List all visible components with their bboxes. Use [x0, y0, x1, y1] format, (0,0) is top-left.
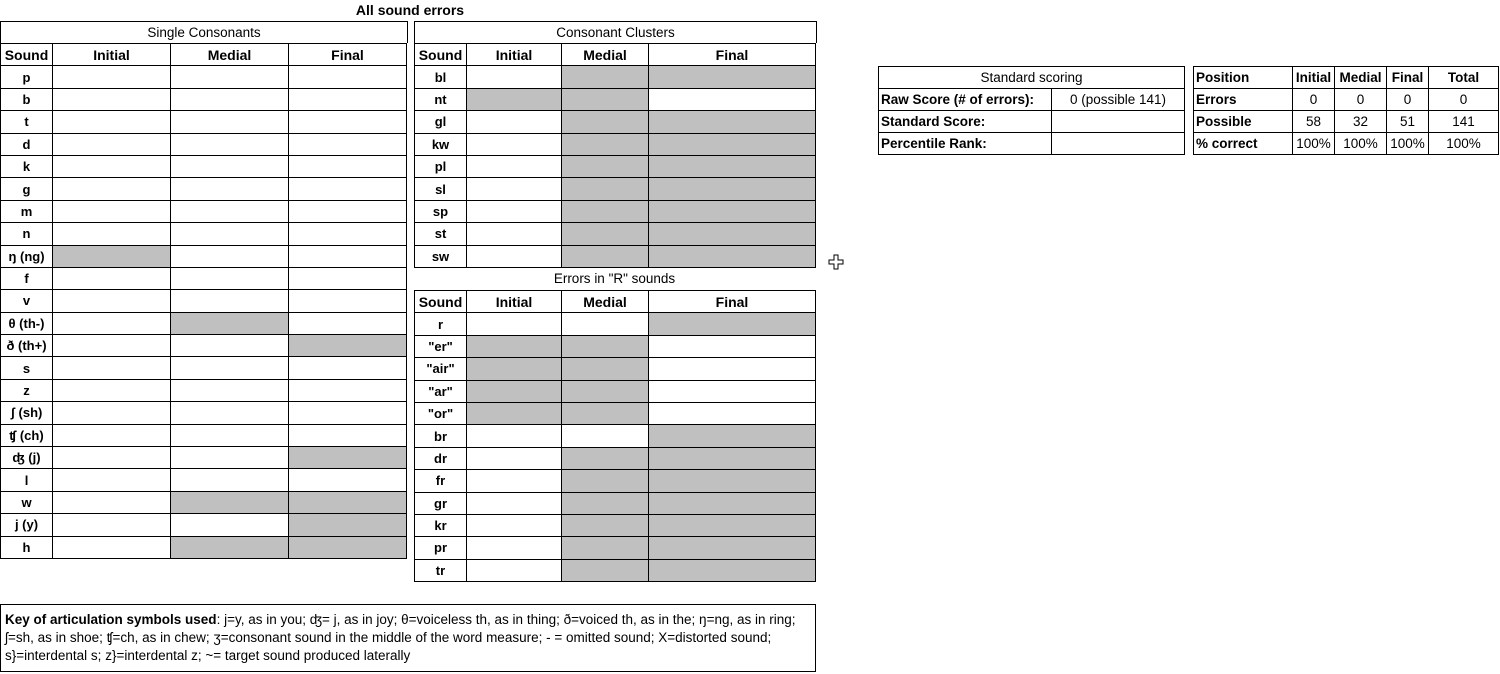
- sound-label: kw: [415, 133, 467, 155]
- sound-label: kr: [415, 514, 467, 536]
- final-cell-disabled: [649, 492, 816, 514]
- initial-cell[interactable]: [53, 357, 171, 379]
- table-row: [1, 491, 407, 513]
- final-cell-disabled: [649, 66, 816, 88]
- row-label: Errors: [1194, 89, 1293, 111]
- final-cell-disabled: [649, 470, 816, 492]
- initial-cell[interactable]: [467, 514, 562, 536]
- medial-cell[interactable]: [562, 313, 649, 335]
- initial-cell[interactable]: [467, 200, 562, 222]
- initial-cell[interactable]: [53, 379, 171, 401]
- sound-label: pr: [415, 537, 467, 559]
- final-cell-disabled: [649, 223, 816, 245]
- header-initial: Initial: [53, 44, 171, 66]
- cell-value[interactable]: 58: [1293, 111, 1335, 133]
- cell-value[interactable]: 100%: [1429, 133, 1499, 155]
- final-cell[interactable]: [289, 66, 407, 88]
- table-row: [1, 133, 407, 155]
- medial-cell-disabled: [171, 491, 289, 513]
- sound-label: "ar": [415, 380, 467, 402]
- sound-label: p: [1, 66, 53, 88]
- sound-label: l: [1, 469, 53, 491]
- final-cell-disabled: [649, 313, 816, 335]
- sound-label: nt: [415, 88, 467, 110]
- initial-cell[interactable]: [53, 223, 171, 245]
- medial-cell[interactable]: [171, 88, 289, 110]
- final-cell-disabled: [649, 111, 816, 133]
- medial-cell-disabled: [562, 66, 649, 88]
- header-medial: Medial: [171, 44, 289, 66]
- initial-cell-disabled: [467, 335, 562, 357]
- table-row: [415, 380, 816, 402]
- medial-cell-disabled: [562, 88, 649, 110]
- table-header-row: [415, 44, 816, 66]
- table-header-row: [1, 44, 407, 66]
- header-sound: Sound: [415, 291, 467, 313]
- sound-label: ʃ (sh): [1, 402, 53, 424]
- medial-cell[interactable]: [171, 379, 289, 401]
- header-final: Final: [649, 291, 816, 313]
- table-row: [1, 379, 407, 401]
- cross-cursor-icon: [828, 254, 844, 270]
- header-initial: Initial: [1293, 67, 1335, 89]
- cell-value[interactable]: 0: [1335, 89, 1387, 111]
- final-cell-disabled: [649, 514, 816, 536]
- sound-label: ð (th+): [1, 335, 53, 357]
- sound-label: sp: [415, 200, 467, 222]
- page-title: All sound errors: [355, 2, 465, 18]
- table-row: [1, 312, 407, 334]
- raw-score-value[interactable]: 0 (possible 141): [1052, 89, 1185, 111]
- medial-cell[interactable]: [171, 469, 289, 491]
- cell-value[interactable]: 100%: [1335, 133, 1387, 155]
- final-cell[interactable]: [289, 402, 407, 424]
- final-cell[interactable]: [289, 200, 407, 222]
- row-label: Possible: [1194, 111, 1293, 133]
- header-total: Total: [1429, 67, 1499, 89]
- cell-value[interactable]: 100%: [1293, 133, 1335, 155]
- medial-cell[interactable]: [171, 335, 289, 357]
- initial-cell[interactable]: [467, 178, 562, 200]
- sound-label: pl: [415, 155, 467, 177]
- table-row: [415, 313, 816, 335]
- table-row: [415, 514, 816, 536]
- cell-value[interactable]: 32: [1335, 111, 1387, 133]
- table-row: [415, 88, 816, 110]
- sound-label: s: [1, 357, 53, 379]
- medial-cell[interactable]: [171, 223, 289, 245]
- initial-cell[interactable]: [53, 66, 171, 88]
- key-text: : j=y, as in you; ʤ= j, as in joy; θ=voiceless th, as in thing; ð=voiced th, as in the; ŋ=ng, as in ring; ʃ=sh, as in shoe; ʧ=ch, as in chew; ʒ=consonant sound in the middle of the word measure; - = omitted sound; X=distorted sound; s}=interdental s; z}=interdental z; ~= target sound produced laterally: [5, 612, 796, 663]
- position-summary-table: [1193, 66, 1499, 155]
- percentile-rank-value[interactable]: [1052, 133, 1185, 155]
- consonant-clusters-table: [414, 43, 816, 268]
- medial-cell[interactable]: [171, 424, 289, 446]
- sound-label: gr: [415, 492, 467, 514]
- sound-label: n: [1, 223, 53, 245]
- final-cell-disabled: [649, 178, 816, 200]
- medial-cell[interactable]: [171, 447, 289, 469]
- table-row: [1194, 89, 1499, 111]
- initial-cell[interactable]: [467, 111, 562, 133]
- medial-cell[interactable]: [171, 245, 289, 267]
- table-row: [415, 447, 816, 469]
- sound-label: ʤ (j): [1, 447, 53, 469]
- table-row: [1, 290, 407, 312]
- final-cell[interactable]: [289, 133, 407, 155]
- row-label: % correct: [1194, 133, 1293, 155]
- sound-label: w: [1, 491, 53, 513]
- sound-label: sl: [415, 178, 467, 200]
- final-cell[interactable]: [289, 424, 407, 446]
- articulation-key: [0, 604, 816, 672]
- medial-cell[interactable]: [171, 155, 289, 177]
- table-row: [415, 245, 816, 267]
- standard-score-value[interactable]: [1052, 111, 1185, 133]
- table-row: [415, 425, 816, 447]
- sound-label: st: [415, 223, 467, 245]
- sound-label: sw: [415, 245, 467, 267]
- final-cell[interactable]: [289, 290, 407, 312]
- table-row: [1, 424, 407, 446]
- medial-cell-disabled: [562, 492, 649, 514]
- table-row: [415, 223, 816, 245]
- cell-value[interactable]: 0: [1293, 89, 1335, 111]
- initial-cell[interactable]: [467, 313, 562, 335]
- final-cell[interactable]: [289, 267, 407, 289]
- table-row: [415, 537, 816, 559]
- medial-cell-disabled: [562, 200, 649, 222]
- standard-scoring-caption: Standard scoring: [879, 67, 1185, 89]
- initial-cell[interactable]: [53, 402, 171, 424]
- header-medial: Medial: [1335, 67, 1387, 89]
- sound-label: fr: [415, 470, 467, 492]
- table-row: [1, 469, 407, 491]
- initial-cell[interactable]: [53, 155, 171, 177]
- medial-cell[interactable]: [171, 200, 289, 222]
- final-cell[interactable]: [289, 178, 407, 200]
- table-row: [1194, 133, 1499, 155]
- final-cell[interactable]: [289, 379, 407, 401]
- initial-cell[interactable]: [53, 88, 171, 110]
- medial-cell-disabled: [562, 335, 649, 357]
- table-row: [1, 514, 407, 536]
- table-row: [1, 447, 407, 469]
- final-cell-disabled: [649, 155, 816, 177]
- table-row: [1, 88, 407, 110]
- final-cell-disabled: [289, 491, 407, 513]
- initial-cell[interactable]: [467, 425, 562, 447]
- initial-cell-disabled: [467, 358, 562, 380]
- final-cell-disabled: [649, 200, 816, 222]
- medial-cell-disabled: [562, 223, 649, 245]
- sound-label: br: [415, 425, 467, 447]
- table-row: [415, 358, 816, 380]
- medial-cell[interactable]: [562, 425, 649, 447]
- table-row: [1, 111, 407, 133]
- consonant-clusters-caption: Consonant Clusters: [414, 21, 817, 43]
- sound-label: v: [1, 290, 53, 312]
- header-medial: Medial: [562, 291, 649, 313]
- medial-cell-disabled: [562, 155, 649, 177]
- initial-cell[interactable]: [467, 155, 562, 177]
- initial-cell-disabled: [467, 380, 562, 402]
- header-position: Position: [1194, 67, 1293, 89]
- sound-label: b: [1, 88, 53, 110]
- header-sound: Sound: [1, 44, 53, 66]
- initial-cell[interactable]: [53, 290, 171, 312]
- sound-label: tr: [415, 559, 467, 581]
- table-row: [1, 155, 407, 177]
- final-cell[interactable]: [289, 312, 407, 334]
- table-row: [415, 133, 816, 155]
- initial-cell[interactable]: [53, 491, 171, 513]
- sound-label: bl: [415, 66, 467, 88]
- medial-cell[interactable]: [171, 357, 289, 379]
- initial-cell[interactable]: [467, 245, 562, 267]
- initial-cell[interactable]: [467, 223, 562, 245]
- sound-label: ʧ (ch): [1, 424, 53, 446]
- table-header-row: [1194, 67, 1499, 89]
- medial-cell[interactable]: [171, 66, 289, 88]
- initial-cell[interactable]: [53, 469, 171, 491]
- header-final: Final: [1387, 67, 1429, 89]
- r-sounds-caption: Errors in "R" sounds: [553, 271, 676, 286]
- table-row: [1, 223, 407, 245]
- table-row: [1194, 111, 1499, 133]
- initial-cell[interactable]: [467, 537, 562, 559]
- initial-cell[interactable]: [467, 470, 562, 492]
- table-row: [1, 178, 407, 200]
- table-row: [415, 200, 816, 222]
- medial-cell-disabled: [562, 514, 649, 536]
- header-final: Final: [289, 44, 407, 66]
- r-sounds-table: [414, 290, 816, 582]
- header-final: Final: [649, 44, 816, 66]
- initial-cell-disabled: [467, 88, 562, 110]
- table-row: [1, 245, 407, 267]
- table-row: [415, 155, 816, 177]
- table-row: [415, 66, 816, 88]
- sound-label: ŋ (ng): [1, 245, 53, 267]
- medial-cell-disabled: [562, 245, 649, 267]
- initial-cell[interactable]: [467, 447, 562, 469]
- final-cell[interactable]: [649, 402, 816, 424]
- medial-cell[interactable]: [171, 178, 289, 200]
- medial-cell-disabled: [562, 111, 649, 133]
- final-cell-disabled: [289, 514, 407, 536]
- medial-cell[interactable]: [171, 267, 289, 289]
- single-consonants-table: [0, 43, 407, 559]
- final-cell-disabled: [649, 133, 816, 155]
- sound-label: θ (th-): [1, 312, 53, 334]
- medial-cell-disabled: [562, 537, 649, 559]
- final-cell-disabled: [289, 335, 407, 357]
- table-row: [415, 492, 816, 514]
- final-cell[interactable]: [649, 358, 816, 380]
- header-medial: Medial: [562, 44, 649, 66]
- final-cell-disabled: [649, 537, 816, 559]
- initial-cell[interactable]: [53, 335, 171, 357]
- table-row: [1, 357, 407, 379]
- table-row: [415, 178, 816, 200]
- medial-cell-disabled: [171, 536, 289, 558]
- initial-cell[interactable]: [53, 200, 171, 222]
- medial-cell[interactable]: [171, 514, 289, 536]
- initial-cell[interactable]: [467, 559, 562, 581]
- table-row: [1, 66, 407, 88]
- standard-score-label: Standard Score:: [879, 111, 1052, 133]
- medial-cell-disabled: [562, 402, 649, 424]
- cell-value[interactable]: 141: [1429, 111, 1499, 133]
- medial-cell[interactable]: [171, 402, 289, 424]
- initial-cell[interactable]: [53, 178, 171, 200]
- table-row: [1, 200, 407, 222]
- single-consonants-caption: Single Consonants: [0, 21, 408, 43]
- initial-cell[interactable]: [53, 267, 171, 289]
- table-row: [1, 536, 407, 558]
- table-row: [1, 335, 407, 357]
- key-title: Key of articulation symbols used: [5, 612, 217, 627]
- final-cell[interactable]: [289, 88, 407, 110]
- cell-value[interactable]: 0: [1429, 89, 1499, 111]
- initial-cell[interactable]: [53, 514, 171, 536]
- initial-cell-disabled: [53, 245, 171, 267]
- header-sound: Sound: [415, 44, 467, 66]
- medial-cell-disabled: [171, 312, 289, 334]
- final-cell-disabled: [289, 447, 407, 469]
- raw-score-label: Raw Score (# of errors):: [879, 89, 1052, 111]
- header-initial: Initial: [467, 44, 562, 66]
- final-cell-disabled: [649, 447, 816, 469]
- sound-label: "er": [415, 335, 467, 357]
- initial-cell[interactable]: [467, 66, 562, 88]
- medial-cell[interactable]: [171, 133, 289, 155]
- final-cell-disabled: [649, 559, 816, 581]
- final-cell[interactable]: [289, 111, 407, 133]
- table-row: [415, 402, 816, 424]
- medial-cell-disabled: [562, 133, 649, 155]
- initial-cell-disabled: [467, 402, 562, 424]
- final-cell[interactable]: [289, 357, 407, 379]
- sound-label: dr: [415, 447, 467, 469]
- medial-cell-disabled: [562, 447, 649, 469]
- sound-label: f: [1, 267, 53, 289]
- medial-cell[interactable]: [171, 290, 289, 312]
- final-cell[interactable]: [649, 380, 816, 402]
- final-cell[interactable]: [289, 223, 407, 245]
- medial-cell-disabled: [562, 358, 649, 380]
- final-cell-disabled: [649, 245, 816, 267]
- medial-cell[interactable]: [171, 111, 289, 133]
- initial-cell[interactable]: [467, 492, 562, 514]
- initial-cell[interactable]: [53, 312, 171, 334]
- final-cell-disabled: [649, 425, 816, 447]
- table-row: [415, 111, 816, 133]
- sound-label: "or": [415, 402, 467, 424]
- initial-cell[interactable]: [53, 111, 171, 133]
- sound-label: gl: [415, 111, 467, 133]
- table-header-row: [415, 291, 816, 313]
- final-cell[interactable]: [649, 88, 816, 110]
- final-cell[interactable]: [289, 245, 407, 267]
- header-initial: Initial: [467, 291, 562, 313]
- medial-cell-disabled: [562, 380, 649, 402]
- final-cell[interactable]: [289, 469, 407, 491]
- percentile-rank-label: Percentile Rank:: [879, 133, 1052, 155]
- sound-label: g: [1, 178, 53, 200]
- sound-label: m: [1, 200, 53, 222]
- sound-label: j (y): [1, 514, 53, 536]
- final-cell[interactable]: [289, 155, 407, 177]
- sound-label: r: [415, 313, 467, 335]
- final-cell[interactable]: [649, 335, 816, 357]
- cell-value[interactable]: 0: [1387, 89, 1429, 111]
- sound-label: k: [1, 155, 53, 177]
- table-row: [1, 267, 407, 289]
- final-cell-disabled: [289, 536, 407, 558]
- cell-value[interactable]: 51: [1387, 111, 1429, 133]
- sound-label: h: [1, 536, 53, 558]
- cell-value[interactable]: 100%: [1387, 133, 1429, 155]
- table-row: [415, 335, 816, 357]
- medial-cell-disabled: [562, 178, 649, 200]
- initial-cell[interactable]: [53, 424, 171, 446]
- medial-cell-disabled: [562, 559, 649, 581]
- sound-label: d: [1, 133, 53, 155]
- table-row: [415, 470, 816, 492]
- table-row: [415, 559, 816, 581]
- table-row: [1, 402, 407, 424]
- initial-cell[interactable]: [53, 133, 171, 155]
- initial-cell[interactable]: [53, 536, 171, 558]
- medial-cell-disabled: [562, 470, 649, 492]
- standard-scoring-table: [878, 66, 1185, 155]
- sound-label: z: [1, 379, 53, 401]
- initial-cell[interactable]: [467, 133, 562, 155]
- sound-label: "air": [415, 358, 467, 380]
- sound-label: t: [1, 111, 53, 133]
- initial-cell[interactable]: [53, 447, 171, 469]
